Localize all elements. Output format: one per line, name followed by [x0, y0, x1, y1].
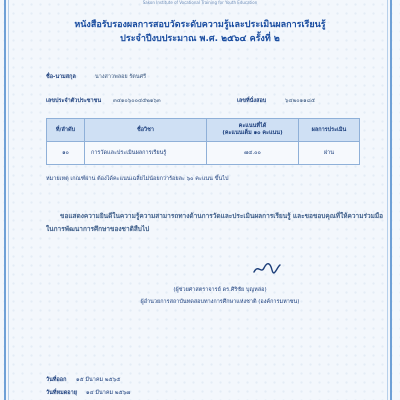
signatory-position: ผู้อำนวยการสถาบันทดสอบทางการศึกษาแห่งชาติ (องค์การมหาชน)	[140, 299, 300, 305]
table-row	[47, 142, 360, 165]
id-label: เลขประจำตัวประชาชน	[46, 98, 102, 104]
column-header-result: ผลการประเมิน	[299, 119, 360, 142]
row-order-cell: ๑๐	[47, 142, 85, 165]
id-value: ๓๔๑๐๖๐๐๔๕๒๑๖๓	[113, 98, 161, 104]
congratulation-line-1: ขอแสดงความยินดีในความรู้ความสามารถทางด้านการวัดและประเมินผลการเรียนรู้ และขอขอบคุณที่ให้ความร่วมมือ	[60, 212, 384, 220]
issue-date-value: ๑๕ มีนาคม ๒๕๖๕	[76, 377, 121, 383]
row-score-cell: ๗๔.๐๐	[207, 142, 299, 165]
name-value: นางสาวพลอย รัตนศรี	[95, 74, 147, 80]
column-header-score: คะแนนที่ได้ (คะแนนเต็ม ๑๐ คะแนน)	[207, 119, 299, 142]
issue-date-label: วันที่ออก	[46, 377, 67, 383]
congratulation-line-2: ในการพัฒนาการศึกษาของชาติสืบไป	[46, 225, 150, 233]
exam-number-label: เลขที่นั่งสอบ	[237, 98, 267, 104]
certificate-subtitle: ประจำปีงบประมาณ พ.ศ. ๒๕๖๔ ครั้งที่ ๒	[120, 34, 280, 44]
certificate-title: หนังสือรับรองผลการสอบวัดระดับความรู้และประเมินผลการเรียนรู้	[74, 20, 326, 30]
expiry-date-value: ๑๔ มีนาคม ๒๕๖๗	[86, 390, 131, 396]
name-label: ชื่อ-นามสกุล	[46, 74, 76, 80]
table-header-row	[47, 119, 360, 142]
note-text: หมายเหตุ เกณฑ์ผ่าน ต้องได้คะแนนเฉลี่ยไม่น้อยกว่าร้อยละ ๖๐ คะแนน ขึ้นไป	[46, 176, 229, 182]
signature-mark	[252, 258, 282, 278]
signatory-name: (ผู้ช่วยศาสตราจารย์ ดร.ศิริชัย บุญหล่อ)	[173, 287, 267, 293]
row-result-cell: ผ่าน	[299, 142, 360, 165]
row-subject-cell: การวัดและประเมินผลการเรียนรู้	[85, 142, 207, 165]
column-header-subject: ชื่อวิชา	[85, 119, 207, 142]
score-table	[46, 118, 360, 165]
certificate-inner-border	[8, 0, 388, 400]
expiry-date-label: วันที่หมดอายุ	[46, 390, 77, 396]
exam-number-value: ๖๔๒๐๑๑๘๕	[285, 98, 316, 104]
column-header-order: ที่/ลำดับ	[47, 119, 85, 142]
organization-line: Sakon Institute of Vocational Training for Youth Education	[142, 0, 258, 5]
